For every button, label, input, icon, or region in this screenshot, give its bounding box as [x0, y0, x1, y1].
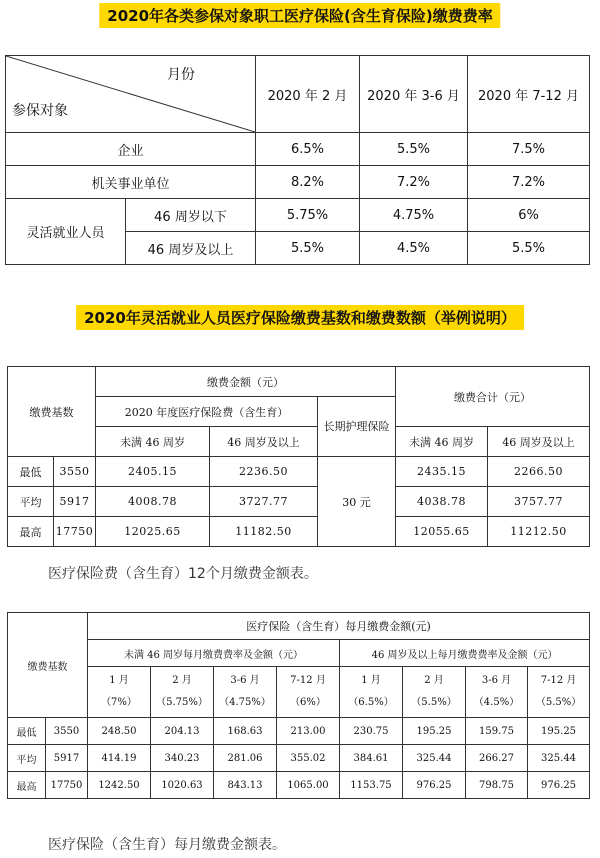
- amount-cell: 11182.50: [210, 517, 318, 547]
- amount-cell: 12025.65: [96, 517, 210, 547]
- under-46-monthly-header: 未满 46 周岁每月缴费费率及金额（元）: [88, 640, 340, 667]
- rate-label: （7%）: [101, 697, 137, 708]
- over-46-header: 46 周岁及以上: [210, 427, 318, 457]
- monthly-amount-cell: 414.19: [88, 745, 151, 772]
- diagonal-header-cell: [6, 56, 256, 133]
- month-rate-header: [528, 667, 590, 718]
- rate-label: （6%）: [290, 697, 326, 708]
- title-flexible-employment-example: 2020年灵活就业人员医疗保险缴费基数和缴费数额（举例说明）: [76, 305, 524, 330]
- total-cell: 4038.78: [396, 487, 488, 517]
- rate-label: （4.75%）: [219, 697, 271, 708]
- rate-cell: 6%: [468, 199, 590, 232]
- row-label-max: 最高: [8, 517, 54, 547]
- row-label-min: 最低: [8, 718, 46, 745]
- total-cell: 3757.77: [488, 487, 590, 517]
- rate-label: （4.5%）: [473, 697, 520, 708]
- period-header: 2020 年 3-6 月: [360, 56, 468, 133]
- row-label-min: 最低: [8, 457, 54, 487]
- total-cell: 2435.15: [396, 457, 488, 487]
- over-46-monthly-header: 46 周岁及以上每月缴费费率及金额（元）: [340, 640, 590, 667]
- base-value: 17750: [46, 772, 88, 799]
- rate-cell: 5.75%: [256, 199, 360, 232]
- row-label-institution: 机关事业单位: [6, 166, 256, 199]
- monthly-amount-cell: 355.02: [277, 745, 340, 772]
- month-rate-header: [340, 667, 403, 718]
- monthly-contribution-table: [7, 612, 590, 799]
- monthly-main-header: 医疗保险（含生育）每月缴费金额(元): [88, 613, 590, 640]
- monthly-amount-cell: 159.75: [466, 718, 528, 745]
- month-label: 3-6 月: [481, 675, 512, 686]
- base-header: 缴费基数: [8, 367, 96, 457]
- month-rate-header: [214, 667, 277, 718]
- monthly-amount-cell: 230.75: [340, 718, 403, 745]
- month-label: 3-6 月: [230, 675, 260, 686]
- monthly-amount-cell: 1065.00: [277, 772, 340, 799]
- amount-cell: 3727.77: [210, 487, 318, 517]
- corner-month-label: 月份: [167, 67, 195, 83]
- row-label-under-46: 46 周岁以下: [126, 199, 256, 232]
- monthly-amount-cell: 1153.75: [340, 772, 403, 799]
- period-header: 2020 年 7-12 月: [468, 56, 590, 133]
- long-term-care-value: 30 元: [318, 457, 396, 547]
- rate-cell: 8.2%: [256, 166, 360, 199]
- monthly-amount-cell: 843.13: [214, 772, 277, 799]
- annual-contribution-table: [7, 366, 590, 547]
- monthly-amount-cell: 1020.63: [151, 772, 214, 799]
- title-contribution-rates: 2020年各类参保对象职工医疗保险(含生育保险)缴费费率: [99, 3, 500, 28]
- caption-annual-table: 医疗保险费（含生育）12个月缴费金额表。: [48, 566, 318, 582]
- monthly-amount-cell: 976.25: [403, 772, 466, 799]
- corner-object-label: 参保对象: [12, 103, 68, 119]
- row-label-enterprise: 企业: [6, 133, 256, 166]
- row-label-flexible-employment: 灵活就业人员: [6, 199, 126, 265]
- amount-cell: 2405.15: [96, 457, 210, 487]
- month-label: 7-12 月: [290, 675, 326, 686]
- row-label-avg: 平均: [8, 745, 46, 772]
- rate-cell: 4.5%: [360, 232, 468, 265]
- amount-header: 缴费金额（元）: [96, 367, 396, 397]
- rate-cell: 7.2%: [360, 166, 468, 199]
- monthly-amount-cell: 1242.50: [88, 772, 151, 799]
- monthly-amount-cell: 213.00: [277, 718, 340, 745]
- month-rate-header: [466, 667, 528, 718]
- monthly-amount-cell: 195.25: [528, 718, 590, 745]
- under-46-header: 未满 46 周岁: [96, 427, 210, 457]
- row-label-max: 最高: [8, 772, 46, 799]
- row-label-avg: 平均: [8, 487, 54, 517]
- base-value: 3550: [46, 718, 88, 745]
- rate-label: （5.5%）: [535, 697, 582, 708]
- monthly-amount-cell: 384.61: [340, 745, 403, 772]
- rate-cell: 5.5%: [468, 232, 590, 265]
- total-cell: 12055.65: [396, 517, 488, 547]
- total-cell: 11212.50: [488, 517, 590, 547]
- month-label: 7-12 月: [540, 675, 577, 686]
- diagonal-line: [6, 56, 255, 132]
- total-over-46-header: 46 周岁及以上: [488, 427, 590, 457]
- month-rate-header: [151, 667, 214, 718]
- rate-cell: 4.75%: [360, 199, 468, 232]
- monthly-amount-cell: 325.44: [403, 745, 466, 772]
- base-value: 17750: [54, 517, 96, 547]
- total-cell: 2266.50: [488, 457, 590, 487]
- rate-label: （6.5%）: [348, 697, 394, 708]
- amount-cell: 4008.78: [96, 487, 210, 517]
- month-label: 2 月: [172, 675, 192, 686]
- month-label: 1 月: [361, 675, 381, 686]
- monthly-amount-cell: 168.63: [214, 718, 277, 745]
- rate-cell: 5.5%: [360, 133, 468, 166]
- total-header: 缴费合计（元）: [396, 367, 590, 427]
- medical-insurance-header: 2020 年度医疗保险费（含生育）: [96, 397, 318, 427]
- monthly-amount-cell: 266.27: [466, 745, 528, 772]
- monthly-amount-cell: 798.75: [466, 772, 528, 799]
- monthly-amount-cell: 976.25: [528, 772, 590, 799]
- base-value: 5917: [54, 487, 96, 517]
- month-label: 2 月: [424, 675, 444, 686]
- monthly-amount-cell: 204.13: [151, 718, 214, 745]
- rate-cell: 6.5%: [256, 133, 360, 166]
- rate-label: （5.5%）: [411, 697, 457, 708]
- month-rate-header: [88, 667, 151, 718]
- month-rate-header: [403, 667, 466, 718]
- rate-cell: 7.2%: [468, 166, 590, 199]
- total-under-46-header: 未满 46 周岁: [396, 427, 488, 457]
- amount-cell: 2236.50: [210, 457, 318, 487]
- month-label: 1 月: [109, 675, 129, 686]
- monthly-amount-cell: 325.44: [528, 745, 590, 772]
- row-label-over-46: 46 周岁及以上: [126, 232, 256, 265]
- rate-label: （5.75%）: [156, 697, 208, 708]
- contribution-rate-table: [5, 55, 590, 265]
- monthly-amount-cell: 340.23: [151, 745, 214, 772]
- rate-cell: 5.5%: [256, 232, 360, 265]
- monthly-amount-cell: 195.25: [403, 718, 466, 745]
- rate-cell: 7.5%: [468, 133, 590, 166]
- monthly-amount-cell: 281.06: [214, 745, 277, 772]
- month-rate-header: [277, 667, 340, 718]
- monthly-amount-cell: 248.50: [88, 718, 151, 745]
- period-header: 2020 年 2 月: [256, 56, 360, 133]
- base-value: 5917: [46, 745, 88, 772]
- long-term-care-header: 长期护理保险: [318, 397, 396, 457]
- caption-monthly-table: 医疗保险（含生育）每月缴费金额表。: [48, 837, 286, 853]
- base-header: 缴费基数: [8, 613, 88, 718]
- base-value: 3550: [54, 457, 96, 487]
